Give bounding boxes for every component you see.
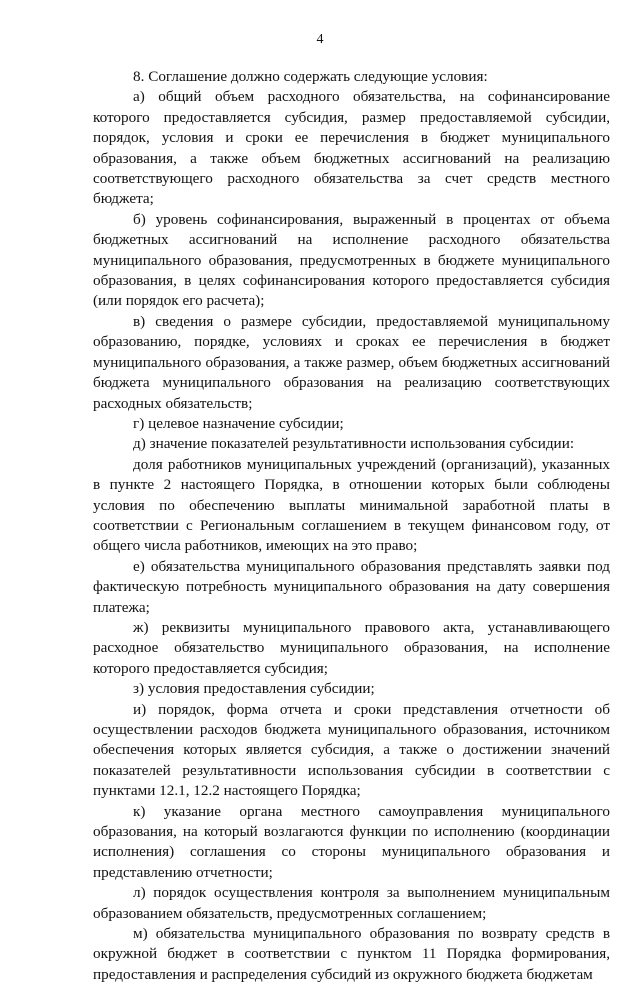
- document-body: [93, 67, 610, 985]
- paragraph-subclause-m: м) обязательства муниципального образования по возврату средств в окружной бюджет в соответствии с пунктом 11 Порядка формирования, предоставления и распределения субсидий из окружного бюджета бюджетам: [93, 925, 610, 983]
- paragraph-subclause-g: г) целевое назначение субсидии;: [133, 414, 344, 432]
- paragraph-subclause-k: к) указание органа местного самоуправления муниципального образования, на который возлагаются функции по исполнению (координации исполнения) соглашения со стороны муниципального образования и представлению отчетности;: [93, 802, 610, 881]
- paragraph-indicator-share: доля работников муниципальных учреждений (организаций), указанных в пункте 2 настоящего Порядка, в отношении которых были соблюдены условия по обеспечению выплаты минимальной заработной платы в соответствии с Региональным соглашением в текущем финансовом году, от общего числа работников, имеющих на это право;: [93, 455, 610, 555]
- paragraph-subclause-v: в) сведения о размере субсидии, предоставляемой муниципальному образованию, порядке, условиях и сроках ее перечисления в бюджет муниципального образования, а также размер, объем бюджетных ассигнований бюджета муниципального образования на реализацию соответствующих расходных обязательств;: [93, 312, 610, 412]
- paragraph-subclause-z: з) условия предоставления субсидии;: [133, 680, 375, 698]
- paragraph-subclause-e: е) обязательства муниципального образования представлять заявки под фактическую потребность муниципального образования на дату совершения платежа;: [93, 557, 610, 616]
- paragraph-subclause-zh: ж) реквизиты муниципального правового акта, устанавливающего расходное обязательство муниципального образования, на исполнение которого предоставляется субсидия;: [93, 618, 610, 677]
- paragraph-subclause-d: д) значение показателей результативности использования субсидии:: [133, 435, 575, 453]
- paragraph-subclause-l: л) порядок осуществления контроля за выполнением муниципальным образованием обязательств, предусмотренных соглашением;: [93, 884, 610, 922]
- paragraph-subclause-a: а) общий объем расходного обязательства, на софинансирование которого предоставляется субсидия, размер предоставляемой субсидии, порядок, условия и сроки ее перечисления в бюджет муниципального образования, а также объем бюджетных ассигнований на реализацию соответствующего расходного обязательства за счет средств местного бюджета;: [93, 88, 610, 208]
- paragraph-subclause-b: б) уровень софинансирования, выраженный в процентах от объема бюджетных ассигнований на исполнение расходного обязательства муниципального образования, предусмотренных в бюджете муниципального образования, в целях софинансирования которого предоставляется субсидия (или порядок его расчета);: [93, 210, 610, 310]
- page-number: 4: [316, 32, 324, 47]
- paragraph-subclause-i: и) порядок, форма отчета и сроки представления отчетности об осуществлении расходов бюджета муниципального образования, источником обеспечения которых является субсидия, а также о достижении значений показателей результативности использования субсидии в соответствии с пунктами 12.1, 12.2 настоящего Порядка;: [93, 700, 610, 800]
- paragraph-clause-8: 8. Соглашение должно содержать следующие условия:: [133, 68, 488, 85]
